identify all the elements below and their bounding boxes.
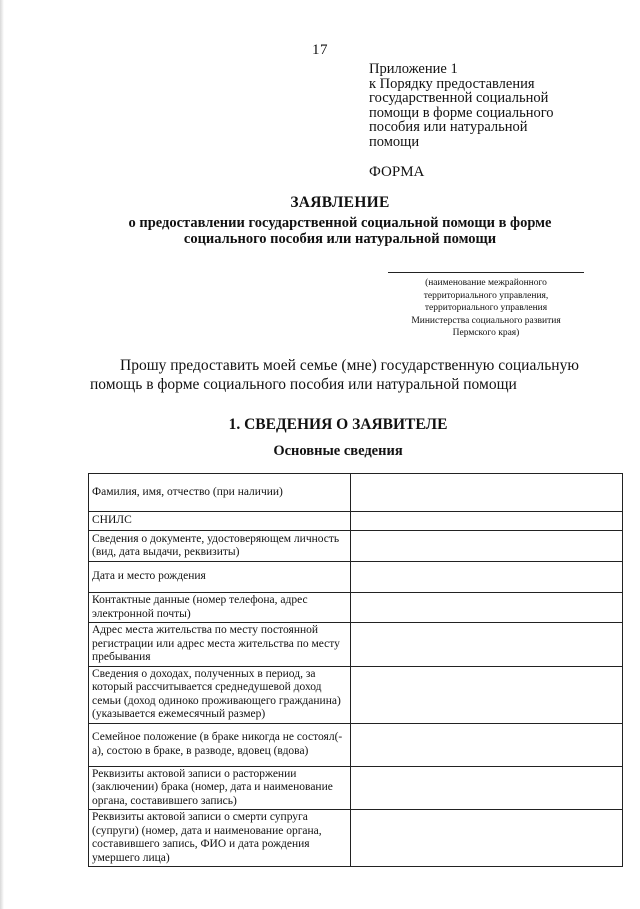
field-label: Семейное положение (в браке никогда не состоял(-а), состою в браке, в разводе, вдовец (вдова): [89, 723, 351, 766]
document-subtitle: [60, 215, 620, 247]
addressee-blank-line: [388, 272, 584, 273]
applicant-info-table: [88, 473, 623, 867]
table-row: [89, 512, 623, 531]
field-value-cell[interactable]: [350, 512, 622, 531]
field-label: Сведения о доходах, полученных в период, за который рассчитывается среднедушевой доход семьи (доход одиноко проживающего гражданина) (указывается ежемесячный размер): [89, 666, 351, 723]
appendix-line: помощи в форме социального: [369, 104, 554, 121]
table-row: [89, 593, 623, 623]
field-label: Реквизиты актовой записи о расторжении (заключении) брака (номер, дата и наименование органа, составившего запись): [89, 766, 351, 810]
appendix-line: пособия или натуральной: [369, 119, 528, 135]
addressee-caption-line: (наименование межрайонного: [425, 278, 547, 288]
field-value-cell[interactable]: [350, 474, 622, 512]
appendix-line: помощи: [369, 133, 420, 150]
table-row: [89, 810, 623, 867]
section-title: 1. СВЕДЕНИЯ О ЗАЯВИТЕЛЕ: [228, 416, 448, 433]
request-line-1: Прошу предоставить моей семье (мне) государственную социальную: [120, 357, 579, 374]
field-label: Фамилия, имя, отчество (при наличии): [89, 474, 351, 512]
subtitle-line: социального пособия или натуральной помощи: [183, 231, 497, 247]
table-row: [89, 531, 623, 562]
addressee-caption-line: Пермского края): [452, 328, 520, 338]
document-title: ЗАЯВЛЕНИЕ: [290, 194, 390, 211]
table-row: [89, 666, 623, 723]
table-row: [89, 766, 623, 810]
table-row: [89, 562, 623, 593]
section-subtitle: Основные сведения: [273, 443, 403, 459]
field-label: Сведения о документе, удостоверяющем личность (вид, дата выдачи, реквизиты): [89, 531, 351, 562]
field-label: СНИЛС: [89, 512, 351, 531]
table-row: [89, 474, 623, 512]
field-label: Дата и место рождения: [89, 562, 351, 593]
form-label: ФОРМА: [369, 164, 425, 180]
table-row: [89, 623, 623, 667]
subtitle-line: о предоставлении государственной социальной помощи в форме: [128, 215, 552, 231]
field-value-cell[interactable]: [350, 593, 622, 623]
appendix-line: Приложение 1: [369, 61, 458, 77]
field-value-cell[interactable]: [350, 623, 622, 667]
field-value-cell[interactable]: [350, 531, 622, 562]
field-value-cell[interactable]: [350, 810, 622, 867]
page-number: 17: [312, 42, 328, 58]
addressee-caption: [388, 277, 584, 340]
addressee-caption-line: территориального управления,: [423, 290, 549, 301]
appendix-note: [369, 62, 609, 149]
field-value-cell[interactable]: [350, 562, 622, 593]
field-value-cell[interactable]: [350, 723, 622, 766]
appendix-line: государственной социальной: [369, 90, 549, 106]
addressee-caption-line: территориального управления: [424, 303, 548, 313]
field-value-cell[interactable]: [350, 766, 622, 810]
request-line-2: помощь в форме социального пособия или натуральной помощи: [90, 376, 517, 393]
appendix-line: к Порядку предоставления: [369, 75, 535, 92]
addressee-caption-line: Министерства социального развития: [411, 315, 561, 326]
field-label: Контактные данные (номер телефона, адрес электронной почты): [89, 593, 351, 623]
table-row: [89, 723, 623, 766]
field-value-cell[interactable]: [350, 666, 622, 723]
field-label: Адрес места жительства по месту постоянной регистрации или адрес места жительства по месту пребывания: [89, 623, 351, 667]
field-label: Реквизиты актовой записи о смерти супруга (супруги) (номер, дата и наименование органа, составившего запись, ФИО и дата рождения умершего лица): [89, 810, 351, 867]
